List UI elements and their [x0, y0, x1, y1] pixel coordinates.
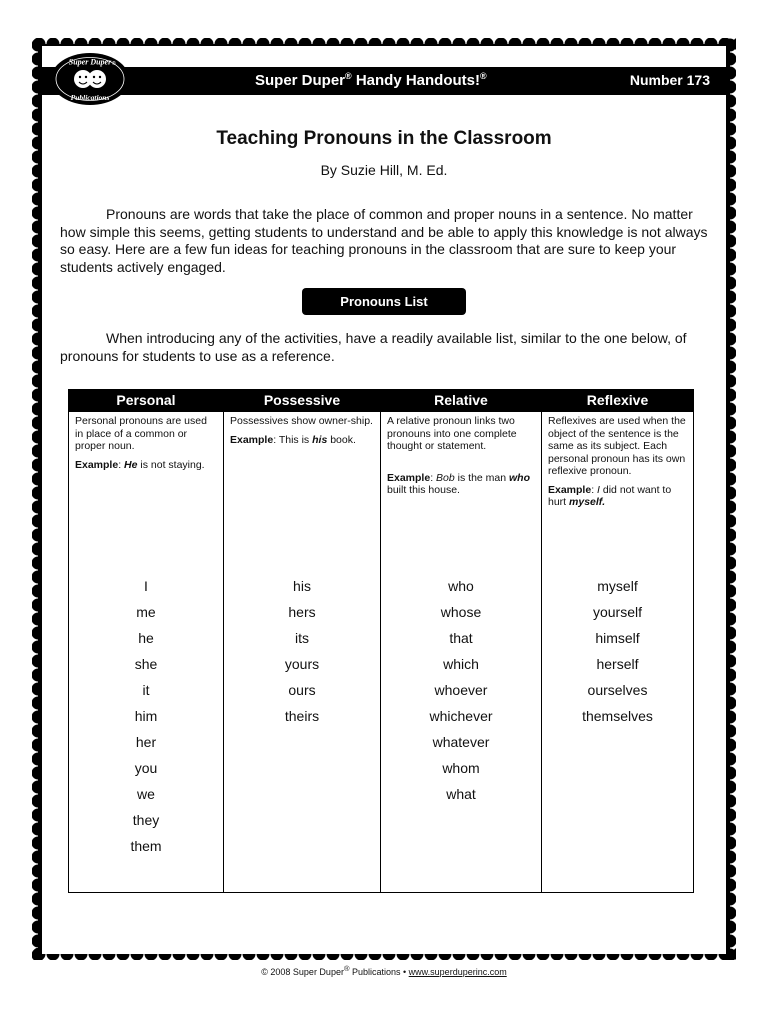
logo-bottom-text: Publications	[70, 93, 110, 102]
list-item: he	[138, 630, 154, 646]
list-item: her	[135, 734, 157, 750]
handout-number: Number 173	[629, 72, 710, 88]
column-personal	[69, 390, 223, 892]
handout-series-title: Super Duper® Handy Handouts!®	[255, 71, 487, 89]
list-item: yours	[284, 656, 320, 672]
list-item: whichever	[429, 708, 493, 724]
list-item: whom	[442, 760, 480, 776]
section-label-pronouns-list: Pronouns List	[302, 288, 466, 315]
list-item: hers	[288, 604, 316, 620]
word-list	[381, 578, 541, 812]
list-item: themselves	[582, 708, 653, 724]
list-intro-paragraph: When introducing any of the activities, have a readily available list, similar to the one below, of pronouns for students to use as a reference.	[60, 330, 687, 364]
list-item: himself	[595, 630, 640, 646]
list-item: ourselves	[587, 682, 648, 698]
list-item: whatever	[432, 734, 490, 750]
logo-reg-mark: ®	[112, 61, 116, 67]
list-item: they	[132, 812, 160, 828]
list-item: herself	[596, 656, 639, 672]
page-title: Teaching Pronouns in the Classroom	[216, 128, 552, 149]
footer: © 2008 Super Duper® Publications • www.superduperinc.com	[261, 964, 507, 977]
word-list	[542, 578, 693, 734]
column-reflexive	[541, 390, 693, 892]
column-description: Personal pronouns are used in place of a common or proper noun. Example: He is not staying.	[75, 415, 207, 471]
list-item: its	[295, 630, 309, 646]
list-item: his	[293, 578, 311, 594]
column-possessive	[223, 390, 380, 892]
list-item: what	[446, 786, 476, 802]
list-item: we	[137, 786, 155, 802]
column-header: Personal	[116, 392, 176, 408]
list-item: him	[134, 708, 158, 724]
column-header: Relative	[434, 392, 488, 408]
column-description: Possessives show owner-ship. Example: This is his book.	[230, 415, 373, 446]
column-description: Reflexives are used when the object of the sentence is the same as its subject. Each personal pronoun has its own reflexive pronoun. Example: I did not want to hurt myself.	[548, 415, 686, 508]
pronoun-table	[68, 389, 694, 893]
list-item: you	[134, 760, 158, 776]
list-item: me	[136, 604, 156, 620]
list-item: theirs	[284, 708, 320, 724]
list-item: that	[449, 630, 473, 646]
list-item: who	[448, 578, 474, 594]
column-relative	[380, 390, 541, 892]
super-duper-logo	[50, 52, 130, 106]
list-item: ours	[288, 682, 316, 698]
list-item: I	[144, 578, 148, 594]
list-item: she	[134, 656, 158, 672]
website-link[interactable]: www.superduperinc.com	[408, 967, 507, 977]
column-header: Reflexive	[586, 392, 649, 408]
list-item: whoever	[434, 682, 488, 698]
logo-top-text: Super Duper	[68, 57, 112, 67]
intro-paragraph: Pronouns are words that take the place of common and proper nouns in a sentence. No matter how simple this seems, getting students to understand and be able to apply this knowledge is not always so easy. Here are a few fun ideas for teaching pronouns in the classroom that are sure to keep your students actively engaged.	[60, 206, 708, 275]
column-header: Possessive	[263, 392, 341, 408]
word-list	[69, 578, 223, 864]
word-list	[224, 578, 380, 734]
list-item: which	[443, 656, 479, 672]
list-item: myself	[597, 578, 638, 594]
list-item: yourself	[592, 604, 643, 620]
byline: By Suzie Hill, M. Ed.	[320, 162, 448, 178]
list-item: whose	[440, 604, 482, 620]
list-item: them	[130, 838, 162, 854]
column-description: A relative pronoun links two pronouns into one complete thought or statement. Example: Bob is the man who built this house.	[387, 415, 531, 496]
list-item: it	[142, 682, 150, 698]
